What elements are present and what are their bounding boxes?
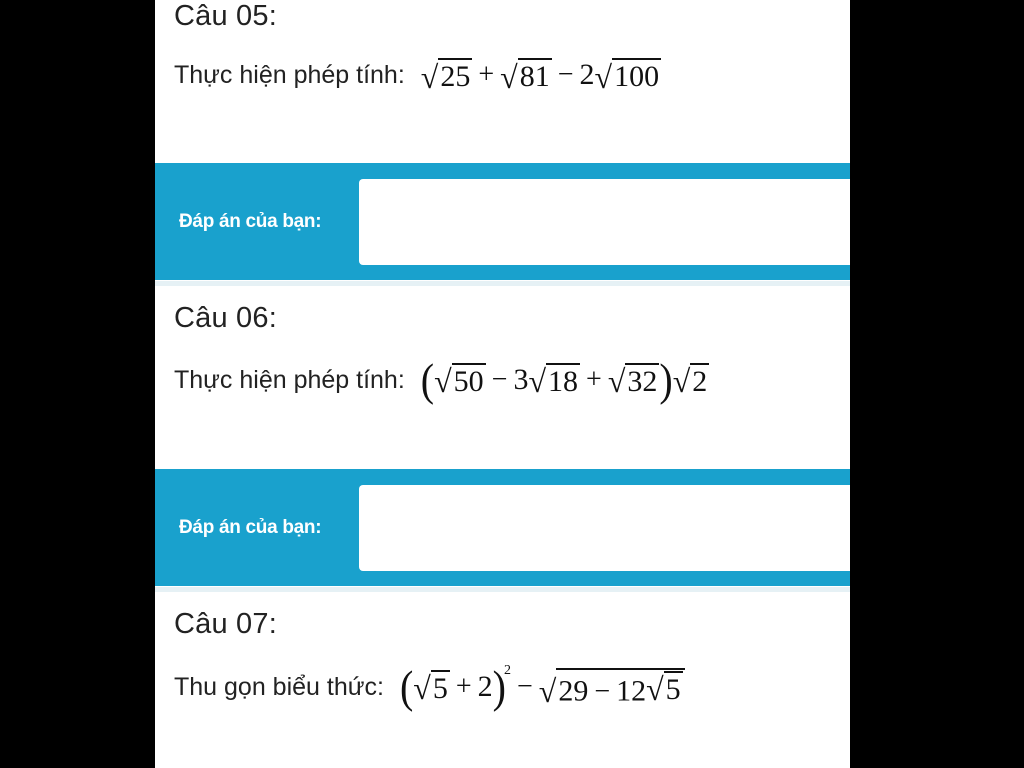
question-05-label: Thực hiện phép tính:: [174, 60, 405, 89]
answer-label-05: Đáp án của bạn:: [179, 210, 322, 232]
question-07-expression: ( √ 5 + 2 ) 2 − √ 29 − 12 √ 5: [400, 667, 685, 707]
question-06-title: Câu 06:: [174, 302, 277, 334]
answer-bar-05: [155, 163, 850, 280]
answer-bar-06: [155, 469, 850, 586]
answer-input-05[interactable]: [359, 179, 850, 265]
sqrt-81: √ 81: [500, 58, 550, 95]
sqrt-25: √ 25: [420, 58, 471, 95]
question-06-line: [174, 353, 709, 406]
question-05-line: [174, 58, 661, 93]
question-05-expression: √ 25 + √ 81 − 2 √ 100: [420, 58, 660, 95]
sqrt-100: √ 100: [594, 58, 660, 95]
sqrt-29-minus-12-sqrt-5: √ 29 − 12 √ 5: [539, 668, 685, 707]
sqrt-2: √ 2: [672, 363, 708, 400]
divider: [155, 587, 850, 592]
question-06-label: Thực hiện phép tính:: [174, 365, 405, 394]
quiz-page: [155, 0, 850, 768]
answer-label-06: Đáp án của bạn:: [179, 516, 322, 538]
exponent: 2: [503, 663, 511, 678]
question-07-label: Thu gọn biểu thức:: [174, 672, 384, 701]
divider: [155, 281, 850, 286]
answer-input-06[interactable]: [359, 485, 850, 571]
sqrt-18: √ 18: [528, 363, 579, 400]
sqrt-32: √ 32: [607, 363, 658, 400]
question-07-line: [174, 660, 685, 713]
sqrt-5: √ 5: [413, 670, 448, 707]
question-07-title: Câu 07:: [174, 608, 277, 640]
question-05-title: Câu 05:: [174, 0, 277, 32]
sqrt-50: √ 50: [434, 363, 484, 400]
question-06-expression: ( √ 50 − 3 √ 18 + √ 32 ) √ 2: [420, 353, 708, 406]
